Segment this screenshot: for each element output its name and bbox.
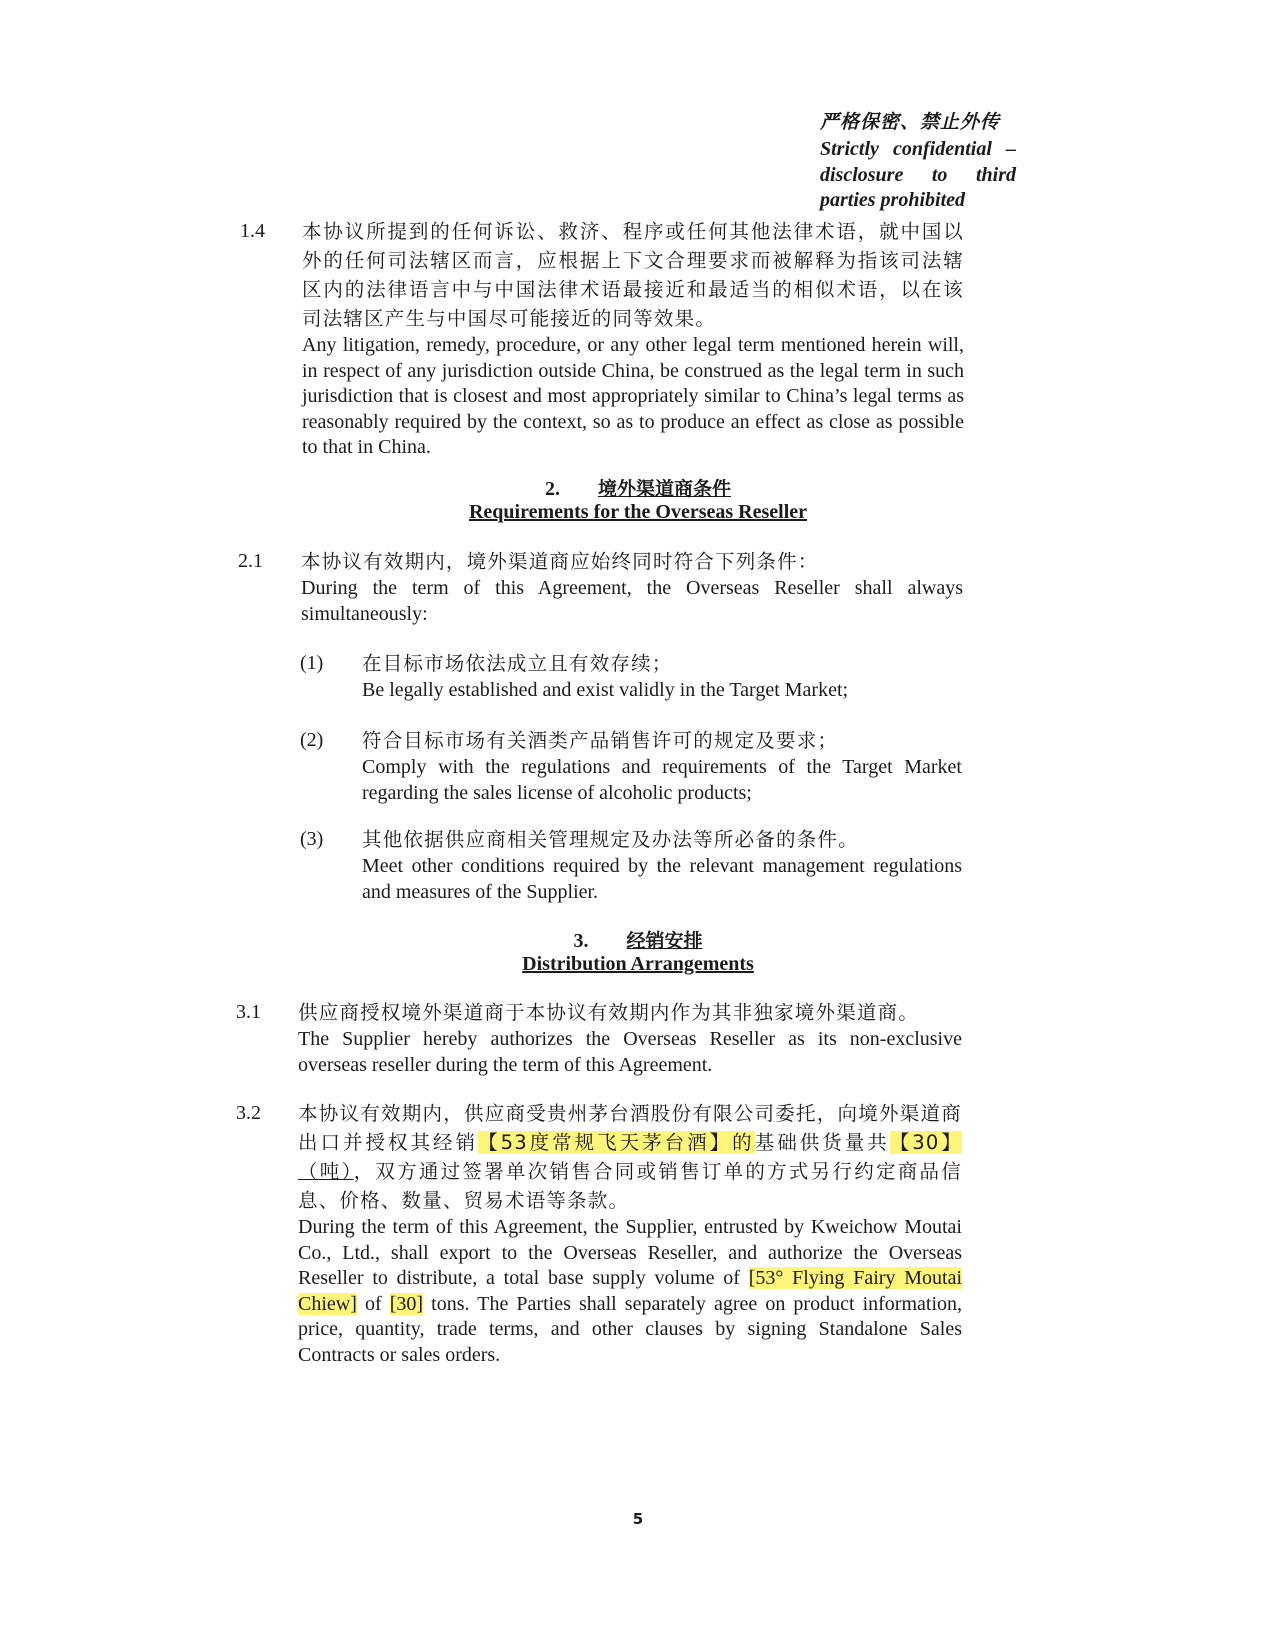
clause-text-cn: 供应商授权境外渠道商于本协议有效期内作为其非独家境外渠道商。 xyxy=(298,1001,920,1024)
section-heading xyxy=(0,474,1276,501)
text-run: tons. The Parties shall separately agree on product information, price, quantity, trade terms, and other clauses by signing Standalone Sales Contracts or sales orders. xyxy=(298,1292,963,1366)
clause-text-cn: 本协议有效期内，境外渠道商应始终同时符合下列条件： xyxy=(301,550,819,573)
page-number: 5 xyxy=(632,1510,644,1528)
clause-1-4 xyxy=(302,217,964,461)
highlight-quantity-cn: 【30】 xyxy=(889,1131,962,1154)
clause-3-1 xyxy=(298,998,962,1078)
text-run: ，双方通过签署单次销售合同或销售订单的方式另行约定商品信息、价格、数量、贸易术语等条款。 xyxy=(298,1160,962,1212)
item-text-en: Comply with the regulations and requirements of the Target Market regarding the sales license of alcoholic products; xyxy=(362,756,962,804)
confidential-header xyxy=(820,108,1016,214)
clause-number: 3.1 xyxy=(236,1001,261,1023)
confidential-en-line: parties prohibited xyxy=(820,189,966,211)
clause-text-en: Any litigation, remedy, procedure, or any other legal term mentioned herein will, in respect of any jurisdiction outside China, be construed as the legal term in such jurisdiction that is closest and most appropriately similar to China’s legal terms as reasonably required by the context, so as to produce an effect as close as possible to that in China. xyxy=(302,334,964,458)
clause-text-cn xyxy=(298,1099,962,1215)
clause-text-en: During the term of this Agreement, the Overseas Reseller shall always simultaneously: xyxy=(301,577,963,625)
text-run: of xyxy=(364,1292,382,1315)
list-item xyxy=(362,825,962,905)
text-run: During the term of this Agreement, the Supplier, entrusted by Kweichow Moutai Co., Ltd., shall export to the Overseas Reseller, and authorize the Overseas Reseller to distribute, a total base supply volume of xyxy=(298,1216,962,1289)
list-item xyxy=(362,649,962,704)
clause-number: 3.2 xyxy=(236,1102,261,1124)
item-text-en: Meet other conditions required by the relevant management regulations and measures of the Supplier. xyxy=(362,855,962,903)
clause-3-2 xyxy=(298,1099,962,1368)
clause-2-1 xyxy=(301,547,963,627)
confidential-cn: 严格保密、禁止外传 xyxy=(820,111,1001,133)
item-number: (1) xyxy=(300,652,324,674)
section-title-cn: 境外渠道商条件 xyxy=(597,478,731,500)
section-number: 2. xyxy=(544,478,560,500)
clause-text-en: The Supplier hereby authorizes the Overseas Reseller as its non-exclusive overseas reseller during the term of this Agreement. xyxy=(298,1028,962,1076)
section-title-cn: 经销安排 xyxy=(626,930,703,952)
section-title-en: Distribution Arrangements xyxy=(522,953,754,975)
confidential-en-line: disclosure to third xyxy=(820,163,1016,186)
highlight-product-en: [53° Flying Fairy Moutai Chiew] xyxy=(298,1267,962,1315)
clause-number: 2.1 xyxy=(238,550,263,572)
clause-text-cn: 本协议所提到的任何诉讼、救济、程序或任何其他法律术语，就中国以外的任何司法辖区而言，应根据上下文合理要求而被解释为指该司法辖区内的法律语言中与中国法律术语最接近和最适当的相似术语，以在该司法辖区产生与中国尽可能接近的同等效果。 xyxy=(302,220,964,330)
text-run: 本协议有效期内，供应商受贵州茅台酒股份有限公司委托，向境外渠道商出口并授权其经销 xyxy=(298,1102,962,1154)
list-item xyxy=(362,726,962,806)
item-number: (3) xyxy=(300,828,324,850)
clause-number: 1.4 xyxy=(240,220,265,242)
confidential-en-line: Strictly confidential – xyxy=(820,138,1016,160)
item-text-cn: 在目标市场依法成立且有效存续； xyxy=(362,652,673,675)
item-text-cn: 其他依据供应商相关管理规定及办法等所必备的条件。 xyxy=(362,828,859,851)
text-run: 基础供货量共 xyxy=(754,1131,890,1154)
item-text-cn: 符合目标市场有关酒类产品销售许可的规定及要求； xyxy=(362,729,839,752)
item-number: (2) xyxy=(300,729,324,751)
section-title-en: Requirements for the Overseas Reseller xyxy=(468,501,808,523)
section-heading xyxy=(0,926,1276,953)
section-number: 3. xyxy=(573,930,589,952)
unit-cn: （吨） xyxy=(298,1160,354,1183)
confidential-en xyxy=(820,137,1016,214)
clause-text-en xyxy=(298,1215,962,1368)
item-text-en: Be legally established and exist validly in the Target Market; xyxy=(362,679,849,701)
highlight-product-cn: 【53度常规飞天茅台酒】的 xyxy=(478,1131,755,1154)
highlight-quantity-en: [30] xyxy=(389,1292,424,1315)
